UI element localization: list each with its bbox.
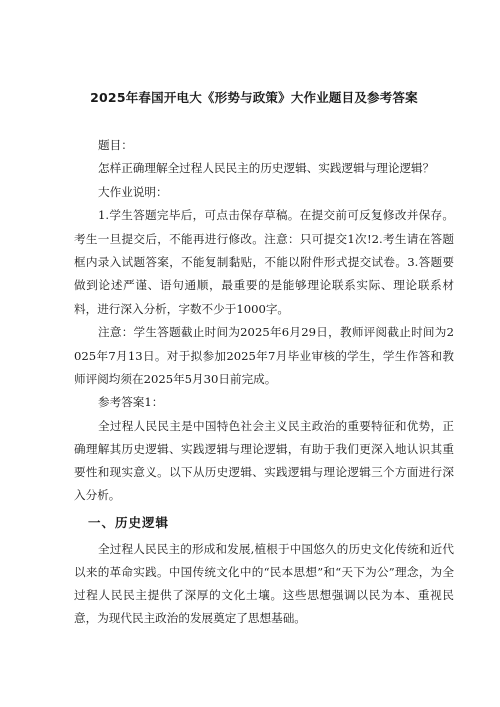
deadline-note: 注意：学生答题截止时间为2025年6月29日，教师评阅截止时间为2025年7月13日。对于拟参加2025年7月毕业审核的学生，学生作答和教师评阅均须在2025年5月30日前完成。 [74,325,454,387]
question-text: 怎样正确理解全过程人民民主的历史逻辑、实践逻辑与理论逻辑？ [98,161,435,176]
answer-intro: 全过程人民民主是中国特色社会主义民主政治的重要特征和优势，正确理解其历史逻辑、实践逻辑与理论逻辑，有助于我们更深入地认识其重要性和现实意义。以下从历史逻辑、实践逻辑与理论逻辑三个方面进行深入分析。 [74,418,454,503]
instructions-text: 1.学生答题完毕后，可点击保存草稿。在提交前可反复修改并保存。考生一旦提交后，不能再进行修改。注意：只可提交1次!2.考生请在答题框内录入试题答案，不能复制黏贴，不能以附件形式提交试卷。3.答题要做到论述严谨、语句通顺，最重要的是能够理论联系实际、理论联系材料，进行深入分析，字数不少于1000字。 [74,208,454,316]
instructions-label: 大作业说明： [98,184,168,199]
document-title: 2025年春国开电大《形势与政策》大作业题目及参考答案 [90,90,418,105]
section-body-history: 全过程人民民主的形成和发展,植根于中国悠久的历史文化传统和近代以来的革命实践。中国传统文化中的“民本思想”和“天下为公”理念，为全过程人民民主提供了深厚的文化土壤。这些思想强调以民为本、重视民意，为现代民主政治的发展奠定了思想基础。 [74,541,454,626]
answer-label: 参考答案1： [98,395,164,410]
question-label: 题目： [98,138,133,152]
section-heading-history: 一、历史逻辑 [88,514,170,530]
